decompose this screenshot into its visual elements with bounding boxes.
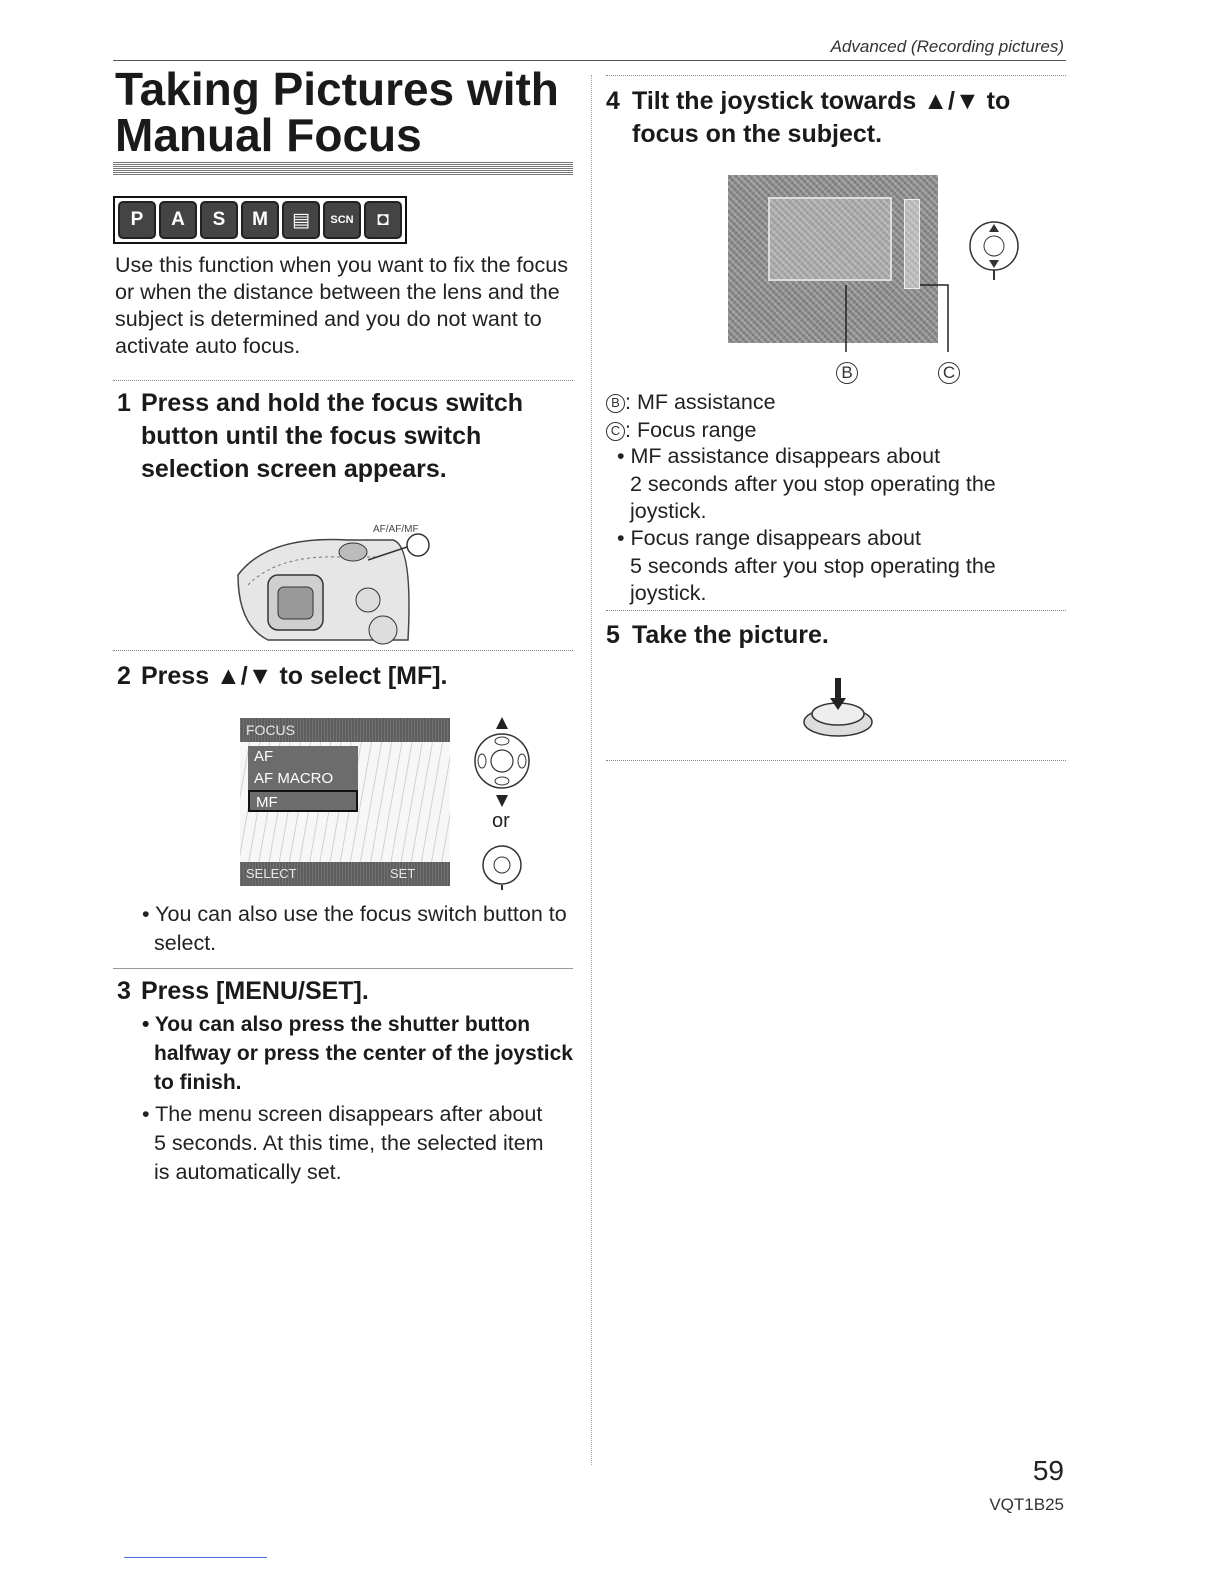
intro-text: Use this function when you want to fix the focus or when the distance between the lens and the subject is determined and you do not want to activate auto focus. — [115, 253, 568, 358]
menu-body — [240, 742, 450, 862]
shutter-button-icon — [800, 676, 880, 738]
step-5 — [606, 619, 1056, 652]
menu-footer-select: SELECT — [246, 866, 297, 881]
note-text-continued: 2 seconds after you stop operating the joystick. — [630, 472, 996, 523]
menu-option-af-macro[interactable]: AF MACRO — [248, 768, 358, 790]
note-text: MF assistance disappears about — [630, 444, 941, 468]
camera-body-icon — [228, 505, 458, 645]
step-4-note-2 — [617, 524, 1060, 607]
focus-menu-screen — [240, 718, 450, 886]
legend-b-text: MF assistance — [636, 390, 776, 414]
step-number: 4 — [606, 87, 620, 115]
note-text: You can also press the shutter button halfway or press the center of the joystick to finish. — [154, 1013, 573, 1094]
step-title: Press [MENU/SET]. — [141, 977, 369, 1005]
bullet-icon: • — [142, 1102, 156, 1126]
menu-option-mf[interactable]: MF — [248, 790, 358, 812]
mf-assistance-window — [768, 197, 892, 281]
menu-option-af[interactable]: AF — [248, 746, 358, 768]
divider — [113, 968, 573, 969]
step-2 — [117, 660, 572, 693]
legend-c: C : Focus range — [606, 416, 756, 444]
step-number: 3 — [117, 977, 131, 1005]
divider — [113, 650, 573, 651]
step-title: Press and hold the focus switch button until the focus switch selection screen appears. — [141, 389, 524, 483]
bullet-icon: • — [617, 526, 631, 550]
step-1 — [117, 387, 572, 486]
menu-footer-set: SET — [390, 866, 416, 881]
callout-lines — [830, 280, 960, 355]
note-text: Focus range disappears about — [630, 526, 921, 550]
mode-scn-icon: SCN — [323, 201, 361, 239]
focus-range-bar — [904, 199, 920, 289]
section-label: Advanced (Recording pictures) — [830, 37, 1064, 56]
divider — [606, 75, 1066, 76]
title-underline-bar — [113, 161, 573, 175]
step-3-bold-note — [142, 1010, 584, 1097]
callout-c: C — [938, 362, 960, 384]
mode-p-icon: P — [118, 201, 156, 239]
mode-s-icon: S — [200, 201, 238, 239]
or-label: or — [492, 810, 510, 832]
bullet-icon: • — [142, 902, 156, 926]
camera-figure — [228, 505, 458, 650]
page-title — [115, 63, 559, 161]
legend-b-marker: B — [606, 394, 625, 413]
callout-b: B — [836, 362, 858, 384]
bullet-icon: • — [142, 1013, 155, 1036]
header-rule — [113, 60, 1066, 61]
legend-c-text: Focus range — [636, 418, 757, 442]
step-number: 5 — [606, 621, 620, 649]
step-title: Tilt the joystick towards ▲/▼ to focus on the subject. — [632, 87, 1011, 148]
legend-b: B : MF assistance — [606, 388, 776, 416]
menu-header: FOCUS — [246, 722, 295, 738]
step-3 — [117, 975, 572, 1008]
joystick-icon — [966, 218, 1026, 282]
divider — [606, 610, 1066, 611]
divider — [113, 380, 573, 381]
step-number: 1 — [117, 389, 131, 417]
step-title: Press ▲/▼ to select [MF]. — [141, 662, 448, 690]
legend-c-marker: C — [606, 422, 625, 441]
focus-button-label: AF/AF/MF — [373, 524, 419, 535]
bottom-rule — [124, 1557, 267, 1558]
step-number: 2 — [117, 662, 131, 690]
column-divider — [591, 75, 592, 1465]
step-2-note — [142, 900, 574, 958]
page-number: 59 — [1032, 1455, 1064, 1486]
divider — [606, 760, 1066, 761]
step-title: Take the picture. — [632, 621, 829, 649]
note-text-continued: 5 seconds after you stop operating the joystick. — [630, 554, 996, 605]
arrow-pad-icon — [470, 715, 540, 890]
page-title-line2: Manual Focus — [115, 109, 422, 161]
menu-footer — [240, 862, 450, 886]
note-text: You can also use the focus switch button to select. — [154, 902, 567, 955]
bullet-icon: • — [617, 444, 631, 468]
step-4 — [606, 85, 1056, 151]
mode-simple-icon: ◘ — [364, 201, 402, 239]
mode-a-icon: A — [159, 201, 197, 239]
step-3-note — [142, 1100, 554, 1187]
model-code: VQT1B25 — [989, 1495, 1064, 1514]
page-title-line1: Taking Pictures with — [115, 63, 559, 115]
mode-icon-strip — [113, 196, 407, 244]
mode-film-icon: ▤ — [282, 201, 320, 239]
step-4-note-1 — [617, 442, 1060, 525]
mode-m-icon: M — [241, 201, 279, 239]
note-text: The menu screen disappears after about 5 seconds. At this time, the selected item is automatically set. — [154, 1102, 544, 1184]
